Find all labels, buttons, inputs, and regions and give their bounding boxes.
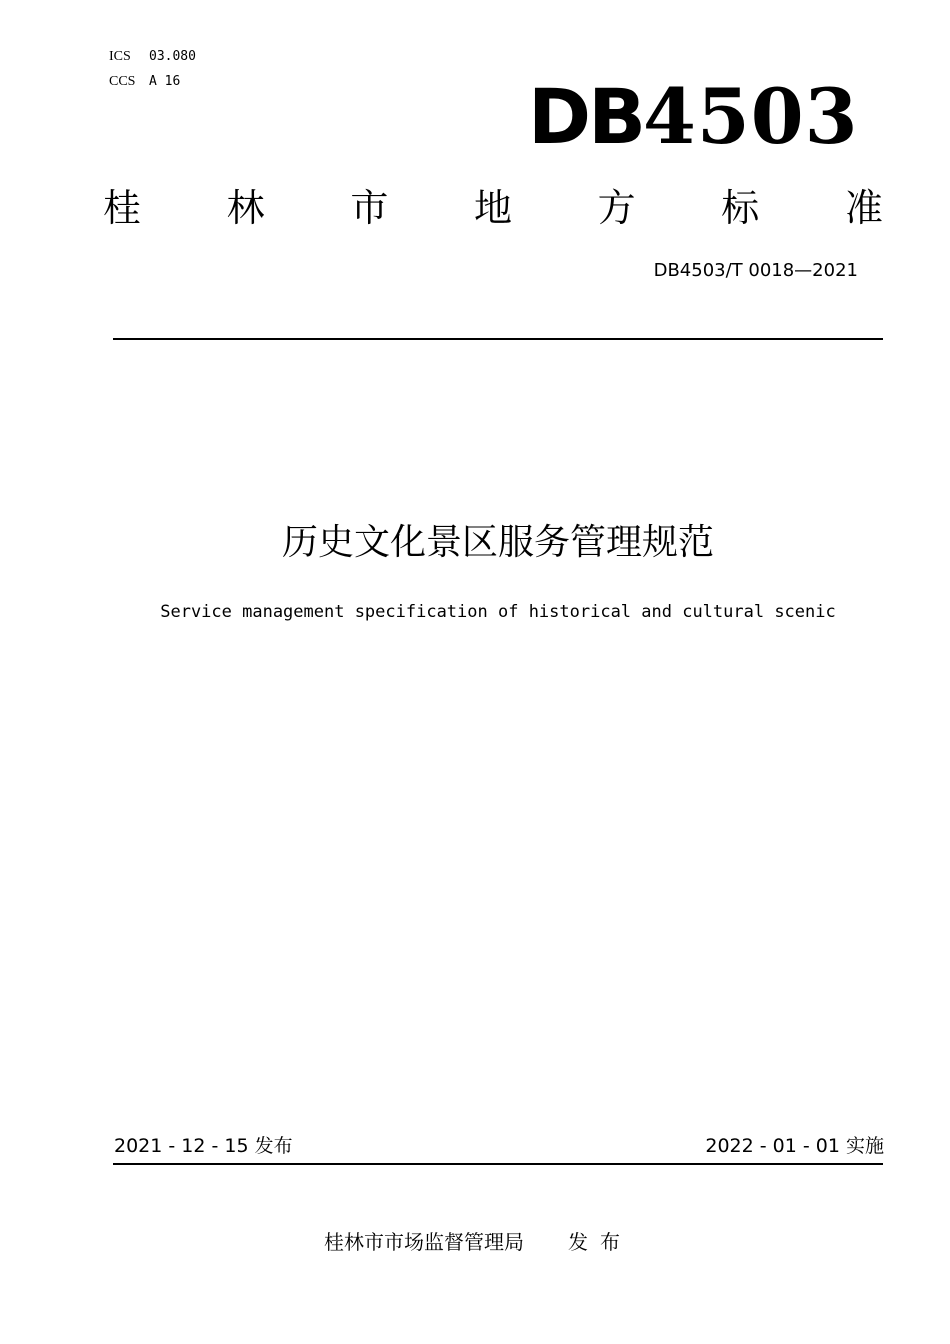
publisher-line (324, 1227, 632, 1257)
standard-type-char: 市 (350, 186, 389, 230)
classification-block (109, 44, 196, 94)
implementation-date: 2022 - 01 - 01 实施 (705, 1135, 884, 1157)
ccs-value: A 16 (149, 74, 181, 89)
ics-value: 03.080 (149, 49, 196, 64)
db-code-logo (528, 72, 859, 162)
standard-type-char: 标 (721, 186, 760, 230)
ccs-line (109, 69, 196, 94)
standard-type-heading (103, 180, 883, 236)
title-english: Service management specification of historical and cultural scenic (160, 602, 836, 622)
ics-label: ICS (109, 49, 131, 64)
standard-type-char: 准 (844, 186, 883, 230)
title-chinese: 历史文化景区服务管理规范 (281, 522, 714, 563)
db-prefix: DB (528, 72, 644, 161)
standard-type-char: 林 (226, 186, 265, 230)
standard-type-char: 桂 (103, 186, 142, 230)
standard-type-char: 地 (473, 186, 512, 230)
publisher-name: 桂林市市场监督管理局 (324, 1230, 524, 1254)
ccs-label: CCS (109, 74, 136, 89)
db-number: 4503 (643, 72, 859, 161)
standard-number: DB4503/T 0018—2021 (653, 260, 858, 281)
ics-line (109, 44, 196, 69)
publisher-action: 发布 (568, 1230, 632, 1254)
top-divider (113, 338, 883, 340)
issue-date: 2021 - 12 - 15 发布 (114, 1135, 293, 1157)
standard-type-char: 方 (597, 186, 636, 230)
bottom-divider (113, 1163, 883, 1165)
